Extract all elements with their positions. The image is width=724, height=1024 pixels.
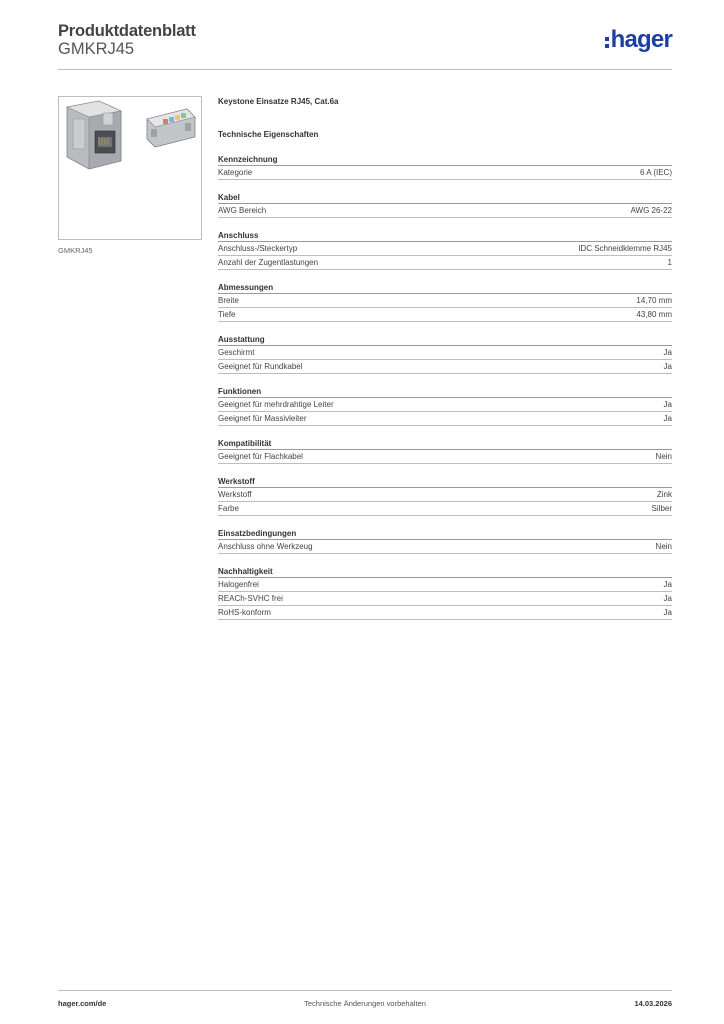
spec-row <box>218 360 672 374</box>
spec-key: REACh-SVHC frei <box>218 594 283 603</box>
spec-value: 14,70 mm <box>636 296 672 305</box>
spec-value: 6 A (IEC) <box>639 168 672 177</box>
spec-key: Geschirmt <box>218 348 255 357</box>
spec-row <box>218 308 672 322</box>
page-header <box>58 20 672 70</box>
logo-dots-icon <box>605 37 609 48</box>
spec-row <box>218 412 672 426</box>
spec-value: Ja <box>663 608 672 617</box>
spec-value: 1 <box>667 258 672 267</box>
spec-row <box>218 346 672 360</box>
spec-group <box>218 528 672 554</box>
spec-key: Anzahl der Zugentlastungen <box>218 258 319 267</box>
spec-row <box>218 592 672 606</box>
footer-disclaimer: Technische Änderungen vorbehalten <box>304 999 426 1008</box>
footer-date: 14.03.2026 <box>634 999 672 1008</box>
spec-group <box>218 192 672 218</box>
spec-row <box>218 166 672 180</box>
spec-value: Nein <box>655 452 672 461</box>
spec-row <box>218 540 672 554</box>
spec-value: Ja <box>663 348 672 357</box>
spec-group-title: Nachhaltigkeit <box>218 566 672 578</box>
section-heading: Technische Eigenschaften <box>218 130 319 139</box>
spec-key: Farbe <box>218 504 239 513</box>
spec-group <box>218 230 672 270</box>
spec-value: Ja <box>663 362 672 371</box>
spec-row <box>218 204 672 218</box>
spec-group <box>218 438 672 464</box>
spec-group-title: Kompatibilität <box>218 438 672 450</box>
spec-value: AWG 26-22 <box>630 206 672 215</box>
spec-group-title: Funktionen <box>218 386 672 398</box>
footer-website: hager.com/de <box>58 999 107 1008</box>
spec-key: Tiefe <box>218 310 236 319</box>
spec-row <box>218 398 672 412</box>
spec-row <box>218 488 672 502</box>
spec-group <box>218 566 672 620</box>
product-image <box>58 96 202 240</box>
spec-row <box>218 242 672 256</box>
spec-key: Breite <box>218 296 239 305</box>
spec-value: Ja <box>663 400 672 409</box>
spec-row <box>218 256 672 270</box>
logo-wordmark: hager <box>610 26 672 53</box>
spec-group-title: Kabel <box>218 192 672 204</box>
spec-groups <box>218 154 672 620</box>
jack-side-view <box>147 109 195 147</box>
spec-row <box>218 578 672 592</box>
spec-group-title: Einsatzbedingungen <box>218 528 672 540</box>
spec-key: Anschluss ohne Werkzeug <box>218 542 313 551</box>
spec-value: 43,80 mm <box>636 310 672 319</box>
spec-value: Ja <box>663 594 672 603</box>
document-title: Produktdatenblatt <box>58 22 196 40</box>
spec-value: IDC Schneidklemme RJ45 <box>578 244 672 253</box>
spec-key: Geeignet für Rundkabel <box>218 362 303 371</box>
spec-value: Zink <box>656 490 672 499</box>
spec-key: Werkstoff <box>218 490 252 499</box>
spec-key: Geeignet für Flachkabel <box>218 452 303 461</box>
spec-row <box>218 294 672 308</box>
spec-value: Ja <box>663 414 672 423</box>
product-code: GMKRJ45 <box>58 40 135 58</box>
spec-key: Geeignet für mehrdrahtige Leiter <box>218 400 334 409</box>
spec-key: RoHS-konform <box>218 608 271 617</box>
spec-group-title: Anschluss <box>218 230 672 242</box>
spec-group <box>218 386 672 426</box>
image-caption: GMKRJ45 <box>58 246 93 255</box>
spec-key: AWG Bereich <box>218 206 267 215</box>
spec-key: Kategorie <box>218 168 253 177</box>
jack-front-view <box>67 101 121 169</box>
spec-row <box>218 450 672 464</box>
spec-group-title: Abmessungen <box>218 282 672 294</box>
spec-key: Halogenfrei <box>218 580 259 589</box>
page-footer <box>58 990 672 1014</box>
spec-value: Nein <box>655 542 672 551</box>
keystone-jack-illustration <box>59 97 201 239</box>
spec-group <box>218 282 672 322</box>
spec-group <box>218 334 672 374</box>
spec-row <box>218 606 672 620</box>
spec-key: Anschluss-/Steckertyp <box>218 244 298 253</box>
spec-group-title: Kennzeichnung <box>218 154 672 166</box>
spec-row <box>218 502 672 516</box>
hager-logo <box>605 26 672 54</box>
spec-group-title: Werkstoff <box>218 476 672 488</box>
spec-group <box>218 154 672 180</box>
spec-section <box>218 96 672 620</box>
spec-value: Silber <box>651 504 672 513</box>
spec-group <box>218 476 672 516</box>
spec-group-title: Ausstattung <box>218 334 672 346</box>
spec-key: Geeignet für Massivleiter <box>218 414 307 423</box>
spec-value: Ja <box>663 580 672 589</box>
product-title: Keystone Einsatze RJ45, Cat.6a <box>218 97 339 106</box>
